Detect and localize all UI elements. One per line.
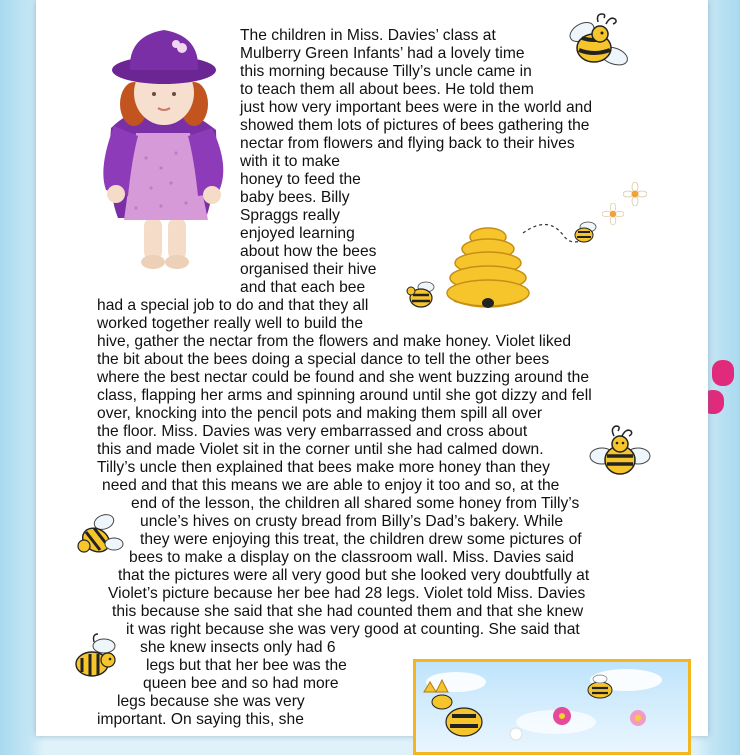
story-line: enjoyed learning — [240, 225, 355, 242]
doll-illustration — [66, 18, 256, 270]
story-line: legs because she was very — [117, 693, 305, 710]
story-line: to teach them all about bees. He told them — [240, 81, 534, 98]
bee-scene-illustration — [416, 662, 688, 752]
story-line: the floor. Miss. Davies was very embarrassed and cross about — [97, 423, 528, 440]
story-line: hive, gather the nectar from the flowers and make honey. Violet liked — [97, 333, 572, 350]
story-line: baby bees. Billy — [240, 189, 350, 206]
story-line: worked together really well to build the — [97, 315, 364, 332]
story-line: nectar from flowers and flying back to their hives — [240, 135, 575, 152]
bee-icon — [562, 12, 632, 72]
story-line: end of the lesson, the children all shared some honey from Tilly’s — [131, 495, 580, 512]
bee-icon — [68, 632, 124, 682]
story-line: this morning because Tilly’s uncle came in — [240, 63, 532, 80]
story-line: over, knocking into the pencil pots and making them spill all over — [97, 405, 543, 422]
story-line: just how very important bees were in the world and — [240, 99, 593, 116]
story-line: where the best nectar could be found and she went buzzing around the — [97, 369, 590, 386]
edge-marker — [712, 360, 734, 386]
story-line: honey to feed the — [240, 171, 361, 188]
story-line: The children in Miss. Davies’ class at — [240, 27, 496, 44]
story-line: this because she said that she had counted them and that she knew — [112, 603, 584, 620]
story-line: with it to make — [240, 153, 340, 170]
story-line: uncle’s hives on crusty bread from Billy’s Dad’s bakery. While — [140, 513, 564, 530]
story-line: this and made Violet sit in the corner until she had calmed down. — [97, 441, 544, 458]
bee-icon — [588, 424, 652, 480]
story-line: Spraggs really — [240, 207, 340, 224]
story-line: had a special job to do and that they all — [97, 297, 369, 314]
story-line: queen bee and so had more — [143, 675, 339, 692]
story-line: the bit about the bees doing a special dance to tell the other bees — [97, 351, 550, 368]
story-line: she knew insects only had 6 — [140, 639, 336, 656]
story-line: bees to make a display on the classroom wall. Miss. Davies said — [129, 549, 575, 566]
story-line: it was right because she was very good at counting. She said that — [126, 621, 580, 638]
story-line: that the pictures were all very good but she looked very doubtfully at — [118, 567, 590, 584]
story-line: important. On saying this, she — [97, 711, 304, 728]
story-line: organised their hive — [240, 261, 377, 278]
bee-icon — [70, 510, 126, 560]
story-line: class, flapping her arms and spinning around until she got dizzy and fell — [97, 387, 592, 404]
story-line: they were enjoying this treat, the children drew some pictures of — [140, 531, 582, 548]
story-line: Mulberry Green Infants’ had a lovely time — [240, 45, 525, 62]
beehive-icon — [442, 225, 534, 315]
story-line: and that each bee — [240, 279, 366, 296]
story-page — [36, 0, 708, 736]
bee-picture-frame — [413, 659, 691, 755]
story-line: need and that this means we are able to enjoy it too and so, at the — [102, 477, 560, 494]
story-line: Tilly’s uncle then explained that bees make more honey than they — [97, 459, 550, 476]
story-line: Violet’s picture because her bee had 28 legs. Violet told Miss. Davies — [108, 585, 586, 602]
story-line: about how the bees — [240, 243, 377, 260]
story-line: showed them lots of pictures of bees gathering the — [240, 117, 590, 134]
bee-icon — [404, 278, 440, 312]
daisy-icon — [623, 182, 647, 206]
story-line: legs but that her bee was the — [146, 657, 347, 674]
